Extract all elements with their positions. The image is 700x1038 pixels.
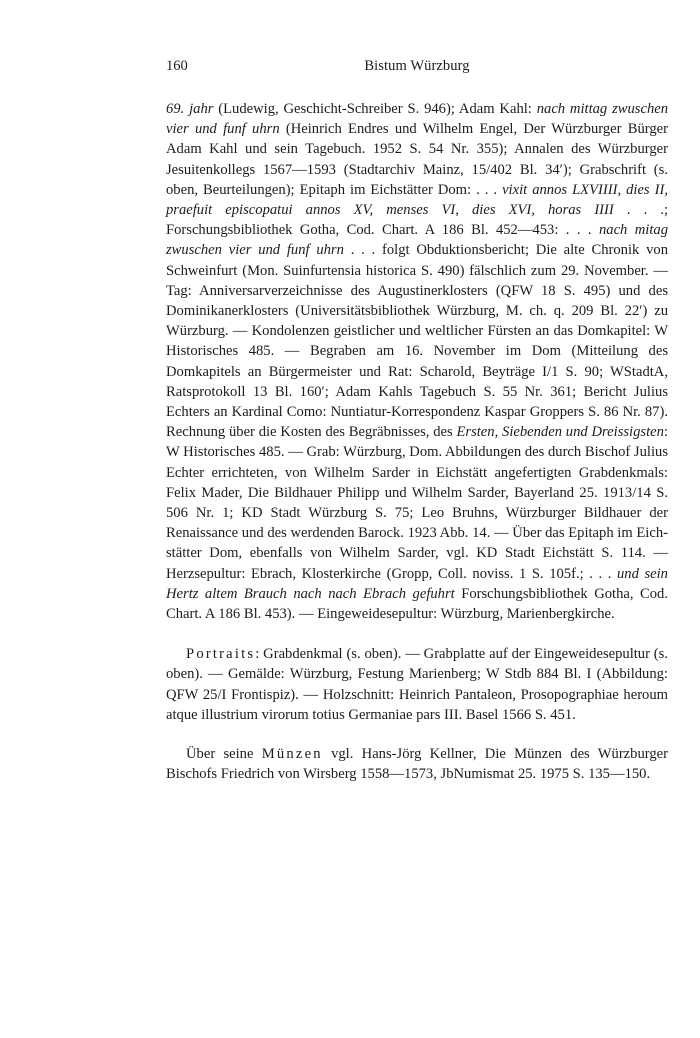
body-text: Forschungsbibliothek Gotha, Cod. Chart. A 186 Bl. 453). — Eingeweidesepultur: Würzburg, Marienbergkirche. [166, 585, 669, 623]
page-header [166, 58, 668, 80]
italic-text: nach mitag zwuschen vier und funf uhrn [166, 222, 668, 259]
paragraph-death-and-burial [166, 99, 668, 624]
paragraph-muenzen [166, 744, 668, 784]
italic-text: 69. jahr [166, 101, 214, 117]
body-text: . . . folgt Obduktionsbericht; Die alte Chronik von Schweinfurt (Mon. Suinfurtensia historica S. 490) fälschlich zum 29. November. — Tag: Anniversarverzeichnisse des Augustinerklosters (QFW 18 S. 495) und des Dominikanerklosters (Universitätsbibliothek Würzburg, M. ch. q. 209 Bl. 22′) zu Würzburg. — Kondolenzen geistlicher und weltlicher Fürsten an das Domkapitel: W Historisches 485. — Begraben am 16. November im Dom (Mitteilung des Domkapitels an Bürgermeister und Rat: Scharold, Beyträge I/1 S. 90; WStadtA, Ratsprotokoll 13 Bl. 160′; Adam Kahls Tagebuch S. 55 Nr. 361; Bericht Julius Echters an Kardinal Como: Nuntiatur-Korrespondenz Kaspar Groppers S. 86 Nr. 87). Rechnung über die Kosten des Begräbnisses, des [166, 242, 668, 441]
italic-text: und sein Hertz altem Brauch nach nach Ebrach gefuhrt [166, 565, 668, 602]
italic-text: vixit annos LXVIIII, dies II, praefuit episcopatui annos XV, menses VI, dies XVI, horas IIII [166, 181, 668, 219]
body-text: : W Historisches 485. — Grab: Würzburg, Dom. Abbildungen des durch Bischof Julius Echter errichteten, von Wilhelm Sarder in Eichstätt angefertigten Grabdenkmals: Felix Mader, Die Bildhauer Philipp und Wilhelm Sarder, Bayerland 25. 1913/14 S. 506 Nr. 1; KD Stadt Würzburg S. 75; Leo Bruhns, Würzburger Bildhauer der Renaissance und des werdenden Barock. 1923 Abb. 14. — Über das Epitaph im Eichstätter Dom, ebenfalls von Wilhelm Sarder, vgl. KD Stadt Eichstätt S. 114. — Herzsepultur: Ebrach, Klosterkirche (Gropp, Coll. noviss. 1 S. 105f.; . . . [166, 424, 668, 582]
italic-text: Ersten, Siebenden und Dreissigsten [456, 424, 664, 441]
body-text: (Heinrich Endres und Wilhelm Engel, Der Würzburger Bürger Adam Kahl und sein Tagebuch. 1952 S. 54 Nr. 355); Annalen des Würzburger Jesuitenkollegs 1567—1593 (Stadtarchiv Mainz, 15/402 Bl. 34′); Grabschrift (s. oben, Beurteilungen); Epitaph im Eichstätter Dom: . . . [166, 121, 668, 198]
page-number: 160 [166, 58, 188, 74]
italic-text: nach mittag zwuschen vier und funf uhrn [166, 101, 669, 138]
body-text: Über seine [186, 746, 262, 763]
document-page [166, 58, 668, 785]
body-text: (Ludewig, Geschicht-Schreiber S. 946); Adam Kahl: [213, 101, 537, 117]
body-text: . . .; Forschungsbibliothek Gotha, Cod. Chart. A 186 Bl. 452—453: . . . [166, 202, 668, 239]
body-text: vgl. Hans-Jörg Kellner, Die Münzen des Würzburger Bischofs Friedrich von Wirsberg 1558—1573, JbNumismat 25. 1975 S. 135—150. [166, 746, 668, 783]
body-text: : Grabdenkmal (s. oben). — Grabplatte auf der Eingeweidesepultur (s. oben). — Gemälde: Würzburg, Festung Marienberg; W Stdb 884 Bl. I (Abbildung: QFW 25/I Frontispiz). — Holzschnitt: Heinrich Pantaleon, Prosopographiae heroum atque illustrium virorum totius Germaniae pars III. Basel 1566 S. 451. [166, 646, 668, 723]
paragraph-portraits [166, 644, 668, 725]
section-label: Münzen [261, 746, 323, 763]
section-label: Portraits [186, 646, 256, 663]
running-head: Bistum Würzburg [364, 58, 470, 74]
